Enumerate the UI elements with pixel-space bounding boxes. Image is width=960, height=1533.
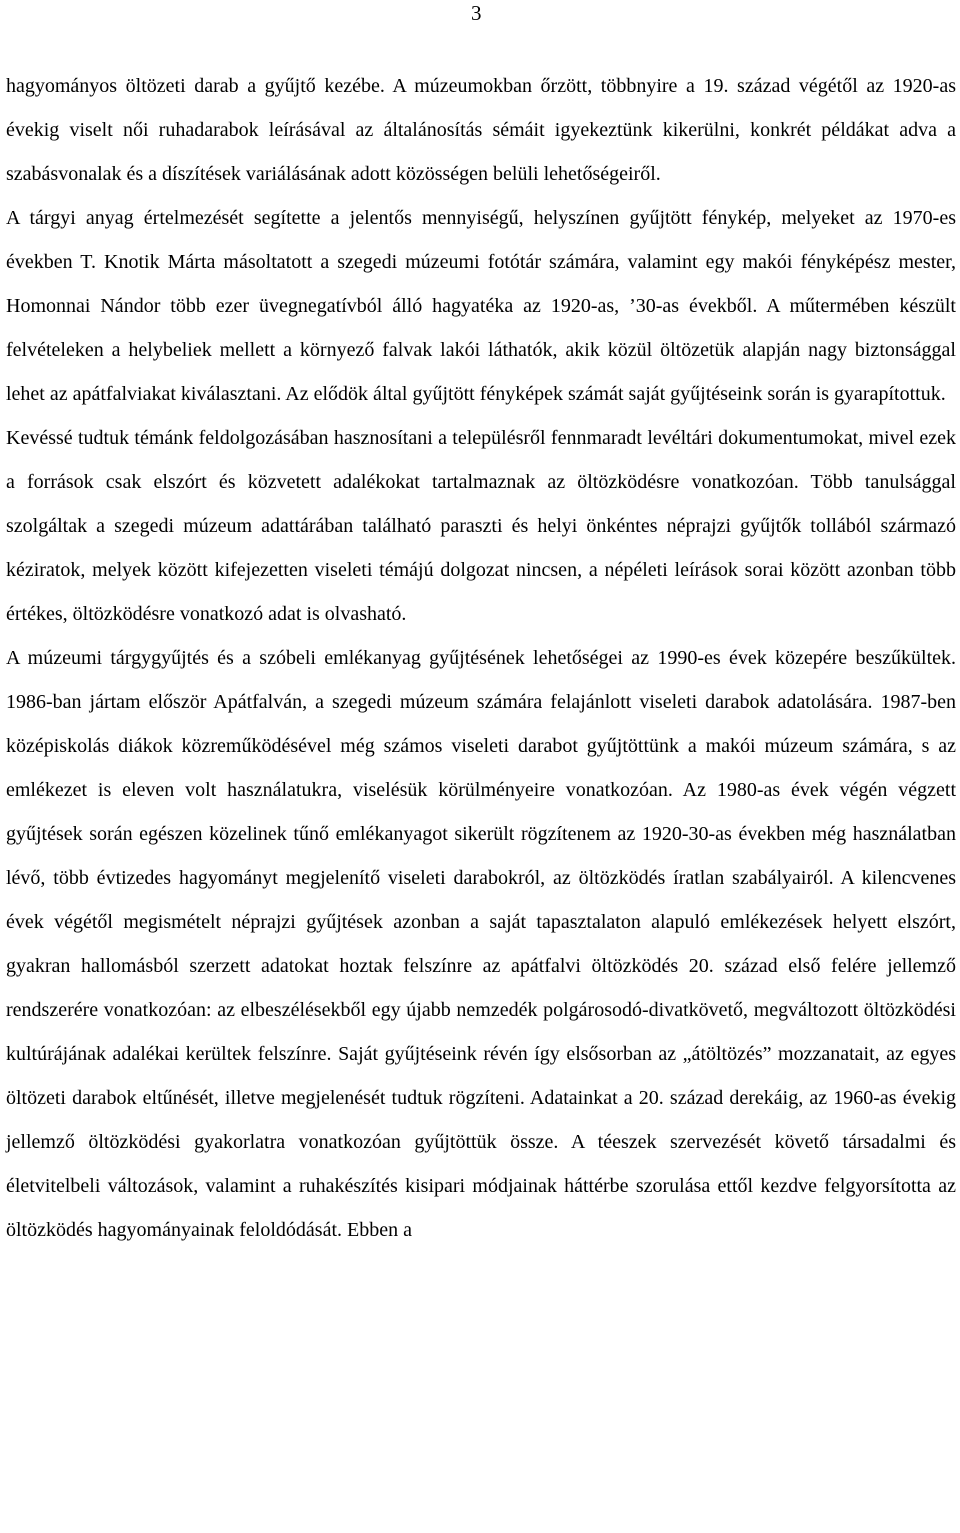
page-number: 3 <box>471 1 482 25</box>
paragraph-4: A múzeumi tárgygyűjtés és a szóbeli emlékanyag gyűjtésének lehetőségei az 1990-es évek közepére beszűkültek. 1986-ban jártam először Apátfalván, a szegedi múzeum számára felajánlott viseleti darabok adatolására. 1987-ben középiskolás diákok közreműködésével még számos viseleti darabot gyűjtöttünk a makói múzeum számára, s az emlékezet is eleven volt használatukra, viselésük körülményeire vonatkozóan. Az 1980-as évek végén végzett gyűjtések során egészen közelinek tűnő emlékanyagot sikerült rögzítenem az 1920-30-as években még használatban lévő, több évtizedes hagyományt megjelenítő viseleti darabokról, az öltözködés íratlan szabályairól. A kilencvenes évek végétől megismételt néprajzi gyűjtések azonban a saját tapasztalaton alapuló emlékezések helyett elszórt, gyakran hallomásból szerzett adatokat hoztak felszínre az apátfalvi öltözködés 20. század első felére jellemző rendszerére vonatkozóan: az elbeszélésekből egy újabb nemzedék polgárosodó-divatkövető, megváltozott öltözködési kultúrájának adalékai kerültek felszínre. Saját gyűjtéseink révén így elsősorban az „átöltözés” mozzanatait, az egyes öltözeti darabok eltűnését, illetve megjelenését tudtuk rögzíteni. Adatainkat a 20. század derekáig, az 1960-as évekig jellemző öltözködési gyakorlatra vonatkozóan gyűjtöttük össze. A téeszek szervezését követő társadalmi és életvitelbeli változások, valamint a ruhakészítés kisipari módjainak háttérbe szorulása ettől kezdve felgyorsította az öltözködés hagyományainak feloldódását. Ebben a <box>6 647 956 1241</box>
paragraph-2: A tárgyi anyag értelmezését segítette a jelentős mennyiségű, helyszínen gyűjtött fénykép, melyeket az 1970-es években T. Knotik Márta másoltatott a szegedi múzeumi fotótár számára, valamint egy makói fényképész mester, Homonnai Nándor több ezer üvegnegatívból álló hagyatéka az 1920-as, ’30-as évekből. A műtermében készült felvételeken a helybeliek mellett a környező falvak lakói láthatók, akik közül öltözetük alapján nagy biztonsággal lehet az apátfalviakat kiválasztani. Az elődök által gyűjtött fényképek számát saját gyűjtéseink során is gyarapítottuk. <box>6 207 956 405</box>
body-text <box>6 64 956 1252</box>
paragraph-3: Kevéssé tudtuk témánk feldolgozásában hasznosítani a településről fennmaradt levéltári dokumentumokat, mivel ezek a források csak elszórt és közvetett adalékokat tartalmaznak az öltözködésre vonatkozóan. Több tanulsággal szolgáltak a szegedi múzeum adattárában található paraszti és helyi önkéntes néprajzi gyűjtők tollából származó kéziratok, melyek között kifejezetten viseleti témájú dolgozat nincsen, a népéleti leírások sorai között azonban több értékes, öltözködésre vonatkozó adat is olvasható. <box>6 427 956 625</box>
paragraph-1: hagyományos öltözeti darab a gyűjtő kezébe. A múzeumokban őrzött, többnyire a 19. század végétől az 1920-as évekig viselt női ruhadarabok leírásával az általánosítás sémáit igyekeztünk kikerülni, konkrét példákat adva a szabásvonalak és a díszítések variálásának adott közösségen belüli lehetőségeiről. <box>6 75 956 185</box>
